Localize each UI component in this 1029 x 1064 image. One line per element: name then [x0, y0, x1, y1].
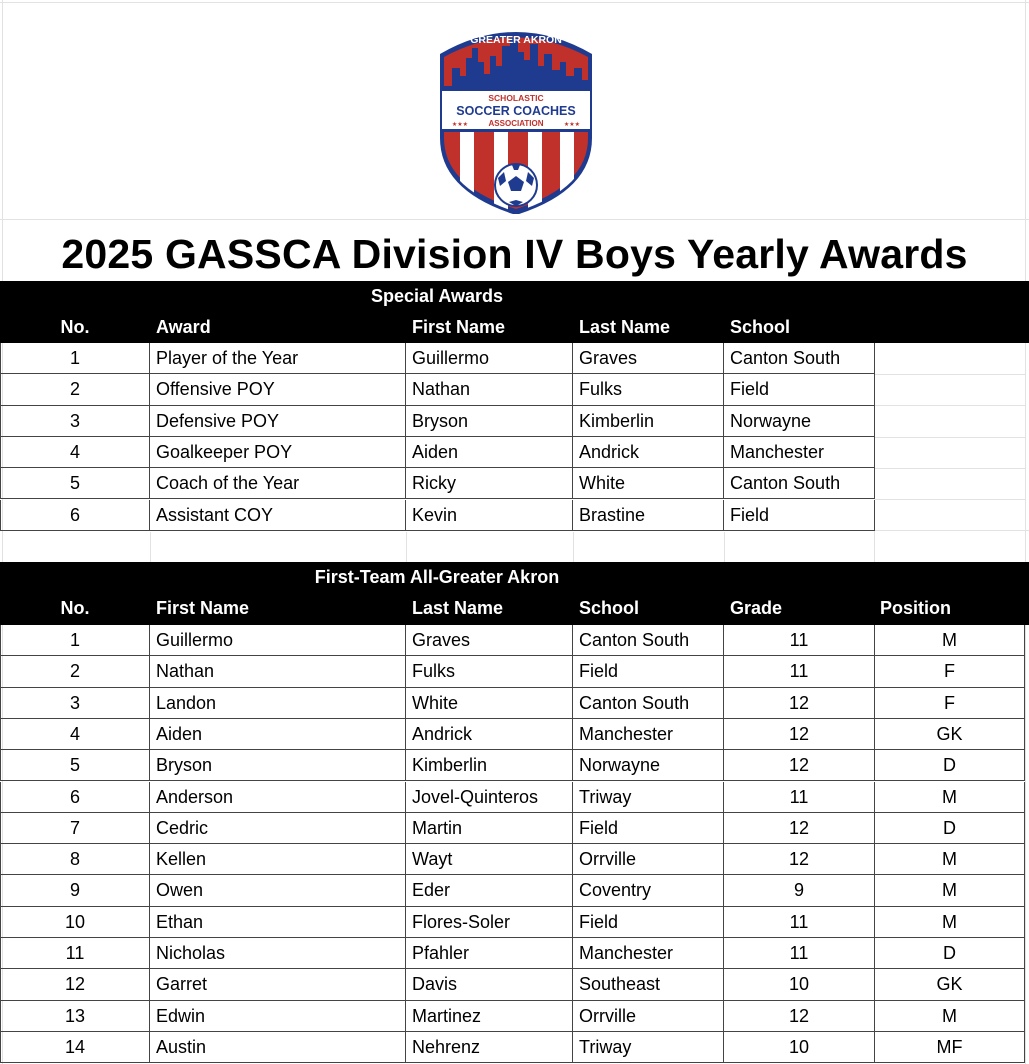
soccer-ball-icon — [495, 164, 537, 206]
cell-no: 11 — [0, 938, 150, 969]
cell-grade: 10 — [724, 1032, 875, 1063]
cell-last-name: Andrick — [406, 719, 573, 750]
cell-position: M — [875, 782, 1025, 813]
table-row — [0, 468, 875, 499]
cell-no: 3 — [0, 688, 150, 719]
cell-no: 6 — [0, 782, 150, 813]
cell-first-name: Aiden — [150, 719, 406, 750]
cell-no: 12 — [0, 969, 150, 1000]
cell-last-name: Jovel-Quinteros — [406, 782, 573, 813]
cell-last-name: Martinez — [406, 1001, 573, 1032]
cell-school: Field — [724, 374, 875, 405]
col-header-last-name: Last Name — [412, 598, 504, 618]
table-row — [0, 437, 875, 468]
cell-no: 4 — [0, 437, 150, 468]
cell-last-name: Fulks — [573, 374, 724, 405]
table-row — [0, 406, 875, 437]
cell-last-name: Wayt — [406, 844, 573, 875]
col-header-first-name: First Name — [156, 598, 250, 618]
special-awards-header — [0, 281, 1029, 343]
cell-school: Norwayne — [573, 750, 724, 781]
cell-last-name: Nehrenz — [406, 1032, 573, 1063]
logo-stars-left: ★★★ — [451, 121, 469, 128]
col-header-school: School — [730, 317, 791, 337]
cell-first-name: Aiden — [406, 437, 573, 468]
cell-position: F — [875, 688, 1025, 719]
cell-grade: 10 — [724, 969, 875, 1000]
table-row — [0, 782, 1025, 813]
association-logo — [432, 18, 600, 214]
cell-last-name: Kimberlin — [573, 406, 724, 437]
table-row — [0, 374, 875, 405]
cell-last-name: Pfahler — [406, 938, 573, 969]
cell-first-name: Kevin — [406, 500, 573, 531]
table-row — [0, 969, 1025, 1000]
table-row — [0, 938, 1025, 969]
cell-grade: 11 — [724, 938, 875, 969]
table-row — [0, 625, 1025, 656]
cell-first-name: Anderson — [150, 782, 406, 813]
cell-grade: 11 — [724, 656, 875, 687]
cell-position: M — [875, 875, 1025, 906]
cell-last-name: Graves — [573, 343, 724, 374]
cell-first-name: Bryson — [406, 406, 573, 437]
cell-grade: 11 — [724, 907, 875, 938]
cell-position: GK — [875, 969, 1025, 1000]
table-row — [0, 750, 1025, 781]
cell-award: Player of the Year — [150, 343, 406, 374]
cell-first-name: Nathan — [406, 374, 573, 405]
cell-award: Goalkeeper POY — [150, 437, 406, 468]
cell-no: 9 — [0, 875, 150, 906]
cell-school: Field — [724, 500, 875, 531]
cell-grade: 11 — [724, 782, 875, 813]
cell-award: Offensive POY — [150, 374, 406, 405]
cell-school: Norwayne — [724, 406, 875, 437]
col-header-last-name: Last Name — [579, 317, 671, 337]
table-row — [0, 719, 1025, 750]
cell-first-name: Kellen — [150, 844, 406, 875]
cell-school: Manchester — [573, 719, 724, 750]
cell-first-name: Ricky — [406, 468, 573, 499]
cell-grade: 12 — [724, 750, 875, 781]
cell-award: Defensive POY — [150, 406, 406, 437]
logo-top-text: GREATER AKRON — [470, 34, 562, 46]
col-header-award: Award — [156, 317, 211, 337]
cell-last-name: Brastine — [573, 500, 724, 531]
cell-first-name: Guillermo — [150, 625, 406, 656]
cell-first-name: Cedric — [150, 813, 406, 844]
table-row — [0, 875, 1025, 906]
cell-school: Southeast — [573, 969, 724, 1000]
col-header-position: Position — [880, 598, 951, 618]
cell-school: Field — [573, 656, 724, 687]
cell-no: 2 — [0, 656, 150, 687]
cell-grade: 11 — [724, 625, 875, 656]
cell-school: Triway — [573, 1032, 724, 1063]
cell-grade: 12 — [724, 813, 875, 844]
table-row — [0, 907, 1025, 938]
cell-no: 1 — [0, 625, 150, 656]
cell-last-name: White — [406, 688, 573, 719]
cell-school: Canton South — [724, 343, 875, 374]
cell-grade: 12 — [724, 1001, 875, 1032]
table-row — [0, 343, 875, 374]
cell-first-name: Guillermo — [406, 343, 573, 374]
logo-line2: SOCCER COACHES — [456, 104, 576, 118]
cell-last-name: Eder — [406, 875, 573, 906]
cell-no: 3 — [0, 406, 150, 437]
cell-first-name: Nicholas — [150, 938, 406, 969]
cell-school: Orrville — [573, 844, 724, 875]
cell-no: 13 — [0, 1001, 150, 1032]
cell-last-name: Martin — [406, 813, 573, 844]
logo-line3: ASSOCIATION — [488, 119, 544, 128]
cell-grade: 12 — [724, 844, 875, 875]
logo-line1: SCHOLASTIC — [488, 93, 544, 103]
table-row — [0, 500, 875, 531]
cell-last-name: Davis — [406, 969, 573, 1000]
col-header-no: No. — [60, 317, 90, 337]
cell-no: 8 — [0, 844, 150, 875]
cell-last-name: Andrick — [573, 437, 724, 468]
cell-first-name: Nathan — [150, 656, 406, 687]
cell-school: Canton South — [573, 625, 724, 656]
cell-last-name: Fulks — [406, 656, 573, 687]
col-header-first-name: First Name — [412, 317, 506, 337]
col-header-no: No. — [60, 598, 90, 618]
col-header-grade: Grade — [730, 598, 783, 618]
cell-school: Manchester — [573, 938, 724, 969]
logo-area — [0, 0, 1029, 222]
cell-first-name: Garret — [150, 969, 406, 1000]
table-row — [0, 844, 1025, 875]
cell-school: Canton South — [573, 688, 724, 719]
cell-position: M — [875, 625, 1025, 656]
cell-no: 7 — [0, 813, 150, 844]
table-row — [0, 1001, 1025, 1032]
table-row — [0, 688, 1025, 719]
cell-award: Coach of the Year — [150, 468, 406, 499]
first-team-header — [0, 562, 1029, 625]
cell-first-name: Ethan — [150, 907, 406, 938]
cell-award: Assistant COY — [150, 500, 406, 531]
cell-last-name: Flores-Soler — [406, 907, 573, 938]
cell-first-name: Landon — [150, 688, 406, 719]
cell-no: 4 — [0, 719, 150, 750]
cell-grade: 12 — [724, 719, 875, 750]
page-title: 2025 GASSCA Division IV Boys Yearly Awards — [61, 231, 968, 277]
cell-grade: 12 — [724, 688, 875, 719]
cell-school: Field — [573, 907, 724, 938]
cell-no: 6 — [0, 500, 150, 531]
cell-school: Orrville — [573, 1001, 724, 1032]
cell-no: 10 — [0, 907, 150, 938]
cell-position: D — [875, 813, 1025, 844]
cell-first-name: Edwin — [150, 1001, 406, 1032]
cell-first-name: Bryson — [150, 750, 406, 781]
cell-position: D — [875, 750, 1025, 781]
cell-position: M — [875, 844, 1025, 875]
cell-school: Coventry — [573, 875, 724, 906]
cell-school: Manchester — [724, 437, 875, 468]
cell-position: M — [875, 907, 1025, 938]
cell-position: D — [875, 938, 1025, 969]
cell-first-name: Owen — [150, 875, 406, 906]
col-header-school: School — [579, 598, 640, 618]
logo-stars-right: ★★★ — [563, 121, 581, 128]
cell-position: GK — [875, 719, 1025, 750]
cell-grade: 9 — [724, 875, 875, 906]
cell-first-name: Austin — [150, 1032, 406, 1063]
first-team-caption: First-Team All-Greater Akron — [314, 567, 560, 587]
special-awards-caption: Special Awards — [370, 286, 504, 306]
cell-position: M — [875, 1001, 1025, 1032]
cell-last-name: White — [573, 468, 724, 499]
table-row — [0, 813, 1025, 844]
cell-no: 5 — [0, 468, 150, 499]
cell-last-name: Kimberlin — [406, 750, 573, 781]
table-row — [0, 656, 1025, 687]
cell-school: Field — [573, 813, 724, 844]
cell-last-name: Graves — [406, 625, 573, 656]
cell-position: MF — [875, 1032, 1025, 1063]
cell-position: F — [875, 656, 1025, 687]
cell-no: 5 — [0, 750, 150, 781]
cell-no: 14 — [0, 1032, 150, 1063]
cell-school: Triway — [573, 782, 724, 813]
cell-no: 2 — [0, 374, 150, 405]
cell-school: Canton South — [724, 468, 875, 499]
cell-no: 1 — [0, 343, 150, 374]
table-row — [0, 1032, 1025, 1063]
